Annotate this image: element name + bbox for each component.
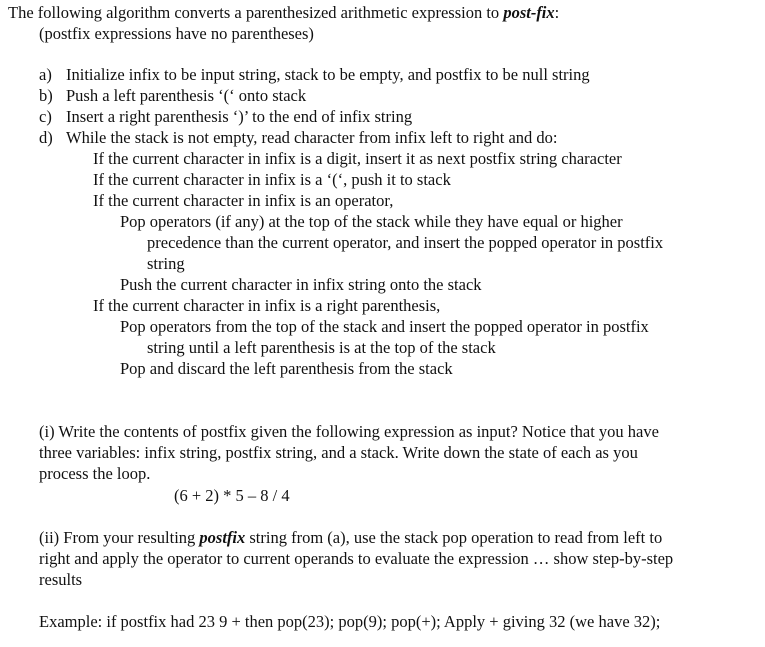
step-text: While the stack is not empty, read character from infix left to right and do: xyxy=(66,128,558,147)
post-fix-term: post-fix xyxy=(503,3,555,22)
infix-expression: (6 + 2) * 5 – 8 / 4 xyxy=(174,486,290,505)
step-c xyxy=(39,107,412,127)
intro-heading xyxy=(8,3,559,23)
question-2-line-3: results xyxy=(39,570,83,589)
question-1-line-2: three variables: infix string, postfix string, and a stack. Write down the state of each as you xyxy=(39,443,638,462)
loop-rule-right-paren: If the current character in infix is a right parenthesis, xyxy=(93,296,441,315)
question-1-line-3: process the loop. xyxy=(39,464,151,483)
postfix-term: postfix xyxy=(199,528,246,547)
step-a xyxy=(39,65,590,85)
loop-rule-right-paren-pop: Pop operators from the top of the stack and insert the popped operator in postfix xyxy=(120,317,649,336)
question-2-line-2: right and apply the operator to current operands to evaluate the expression … show step-by-step xyxy=(39,549,674,568)
loop-rule-operator-pop-cont: precedence than the current operator, and insert the popped operator in postfix xyxy=(147,233,664,252)
loop-rule-discard: Pop and discard the left parenthesis from the stack xyxy=(120,359,453,378)
question-2-line-1 xyxy=(39,528,662,548)
step-text: Initialize infix to be input string, stack to be empty, and postfix to be null string xyxy=(66,65,590,84)
step-text: Push a left parenthesis ‘(‘ onto stack xyxy=(66,86,307,105)
step-d xyxy=(39,128,557,148)
question-2-text: (ii) From your resulting xyxy=(39,528,200,547)
example-line: Example: if postfix had 23 9 + then pop(23); pop(9); pop(+); Apply + giving 32 (we have 32); xyxy=(39,612,661,631)
question-1-line-1: (i) Write the contents of postfix given the following expression as input? Notice that you have xyxy=(39,422,659,441)
loop-rule-digit: If the current character in infix is a digit, insert it as next postfix string character xyxy=(93,149,622,168)
loop-rule-right-paren-pop-cont: string until a left parenthesis is at the top of the stack xyxy=(147,338,496,357)
step-label: c) xyxy=(39,107,52,126)
loop-rule-operator: If the current character in infix is an operator, xyxy=(93,191,394,210)
loop-rule-operator-pop: Pop operators (if any) at the top of the stack while they have equal or higher xyxy=(120,212,623,231)
intro-heading-text: The following algorithm converts a parenthesized arithmetic expression to xyxy=(8,3,504,22)
step-text: Insert a right parenthesis ‘)’ to the end of infix string xyxy=(66,107,413,126)
step-b xyxy=(39,86,306,106)
step-label: a) xyxy=(39,65,52,84)
loop-rule-left-paren: If the current character in infix is a ‘(‘, push it to stack xyxy=(93,170,451,189)
step-label: b) xyxy=(39,86,53,105)
intro-heading-colon: : xyxy=(554,3,560,22)
loop-rule-operator-pop-cont2: string xyxy=(147,254,185,273)
loop-rule-operator-push: Push the current character in infix string onto the stack xyxy=(120,275,482,294)
question-2-text-end: string from (a), use the stack pop operation to read from left to xyxy=(245,528,663,547)
intro-note: (postfix expressions have no parentheses) xyxy=(39,24,314,43)
step-label: d) xyxy=(39,128,53,147)
